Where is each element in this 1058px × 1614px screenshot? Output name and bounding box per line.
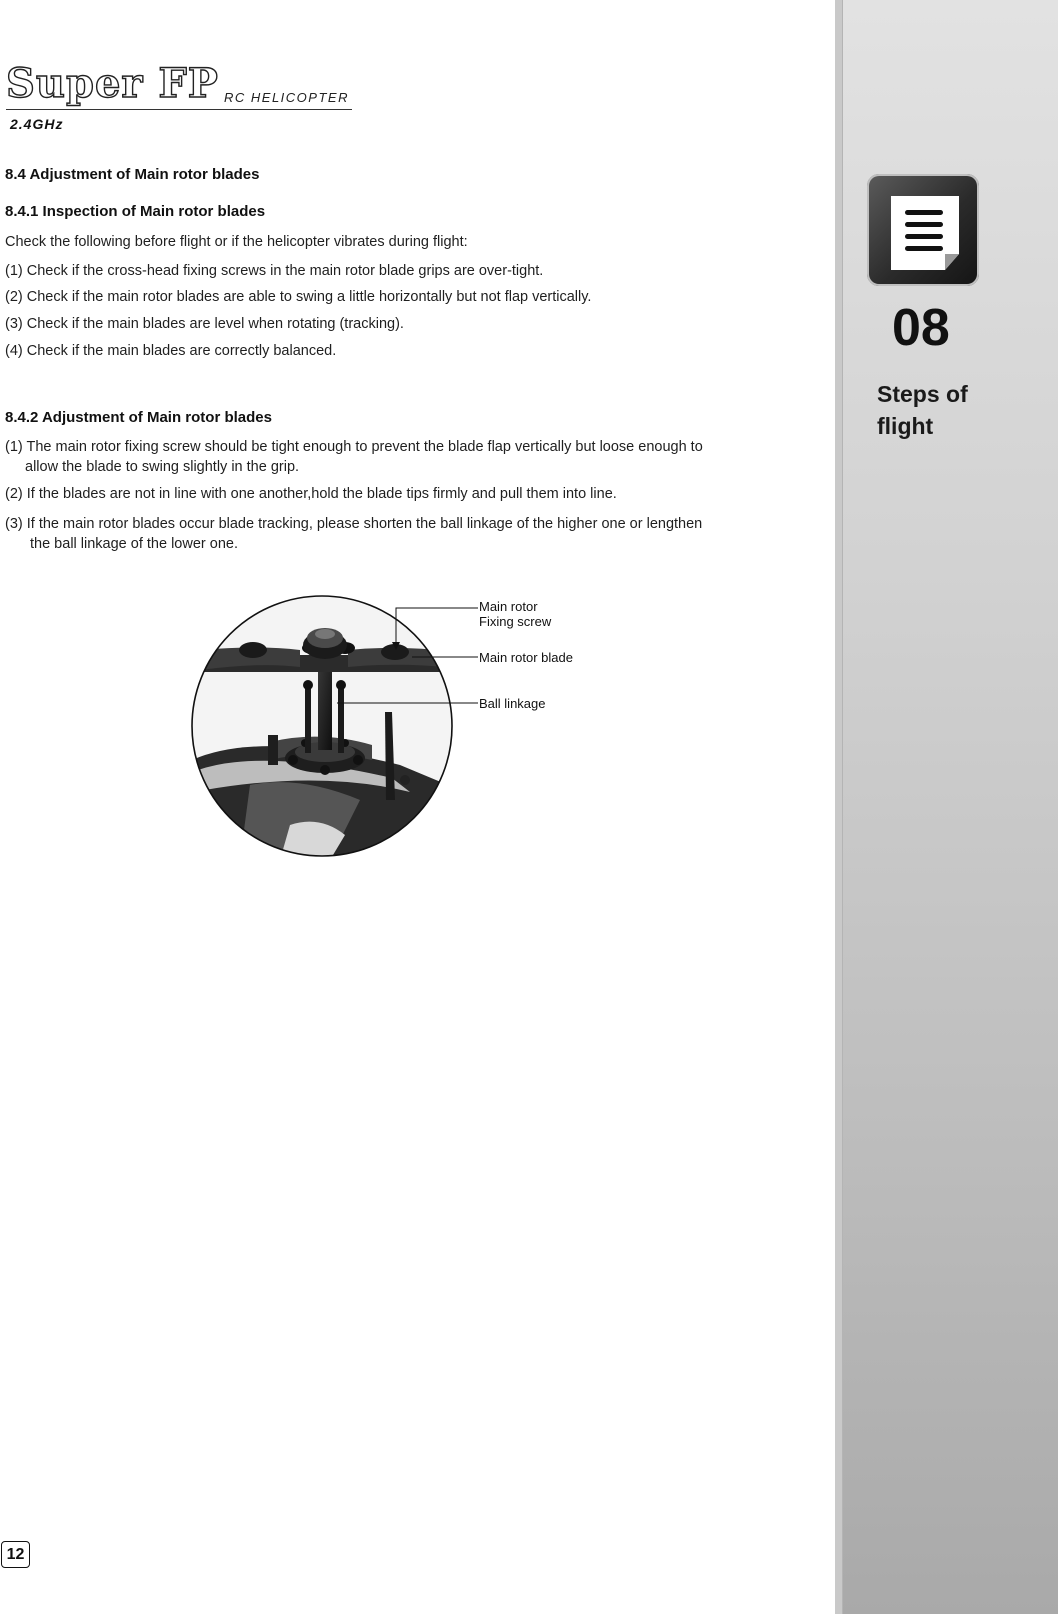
logo	[6, 60, 349, 107]
logo-frequency: 2.4GHz	[10, 116, 64, 132]
logo-title: Super FP	[6, 60, 219, 107]
logo-subtitle: RC HELICOPTER	[224, 90, 349, 105]
chapter-sidebar	[835, 0, 1058, 1614]
inspection-item-4: (4) Check if the main blades are correctly balanced.	[5, 343, 337, 359]
callout-fixing-screw	[479, 599, 551, 629]
inspection-item-1: (1) Check if the cross-head fixing screws in the main rotor blade grips are over-tight.	[5, 263, 544, 279]
adjustment-item-2: (2) If the blades are not in line with one another,hold the blade tips firmly and pull them into line.	[5, 486, 617, 502]
inspection-heading: 8.4.1 Inspection of Main rotor blades	[5, 203, 266, 220]
chapter-title	[877, 378, 1027, 442]
adjustment-item-1-line-2: allow the blade to swing slightly in the grip.	[25, 459, 300, 475]
chapter-title-line-1: Steps of	[877, 381, 968, 407]
page-number: 12	[1, 1541, 30, 1568]
chapter-number: 08	[892, 299, 950, 357]
sidebar-edge	[835, 0, 843, 1614]
section-heading: 8.4 Adjustment of Main rotor blades	[5, 166, 260, 183]
inspection-intro: Check the following before flight or if the helicopter vibrates during flight:	[5, 234, 468, 250]
inspection-item-3: (3) Check if the main blades are level when rotating (tracking).	[5, 316, 404, 332]
adjustment-item-1-line-1: (1) The main rotor fixing screw should be tight enough to prevent the blade flap vertically but loose enough to	[5, 439, 703, 455]
adjustment-item-3-line-1: (3) If the main rotor blades occur blade tracking, please shorten the ball linkage of the higher one or lengthen	[5, 516, 703, 532]
document-icon	[867, 174, 979, 286]
header-rule	[6, 109, 352, 110]
adjustment-item-3-line-2: the ball linkage of the lower one.	[30, 536, 238, 552]
chapter-title-line-2: flight	[877, 413, 934, 439]
callout-main-rotor-blade: Main rotor blade	[479, 650, 573, 665]
callout-ball-linkage: Ball linkage	[479, 696, 546, 711]
callout-fixing-screw-line-1: Main rotor	[479, 599, 538, 614]
callout-fixing-screw-line-2: Fixing screw	[479, 614, 552, 629]
adjustment-heading: 8.4.2 Adjustment of Main rotor blades	[5, 409, 272, 426]
inspection-item-2: (2) Check if the main rotor blades are able to swing a little horizontally but not flap vertically.	[5, 289, 592, 305]
